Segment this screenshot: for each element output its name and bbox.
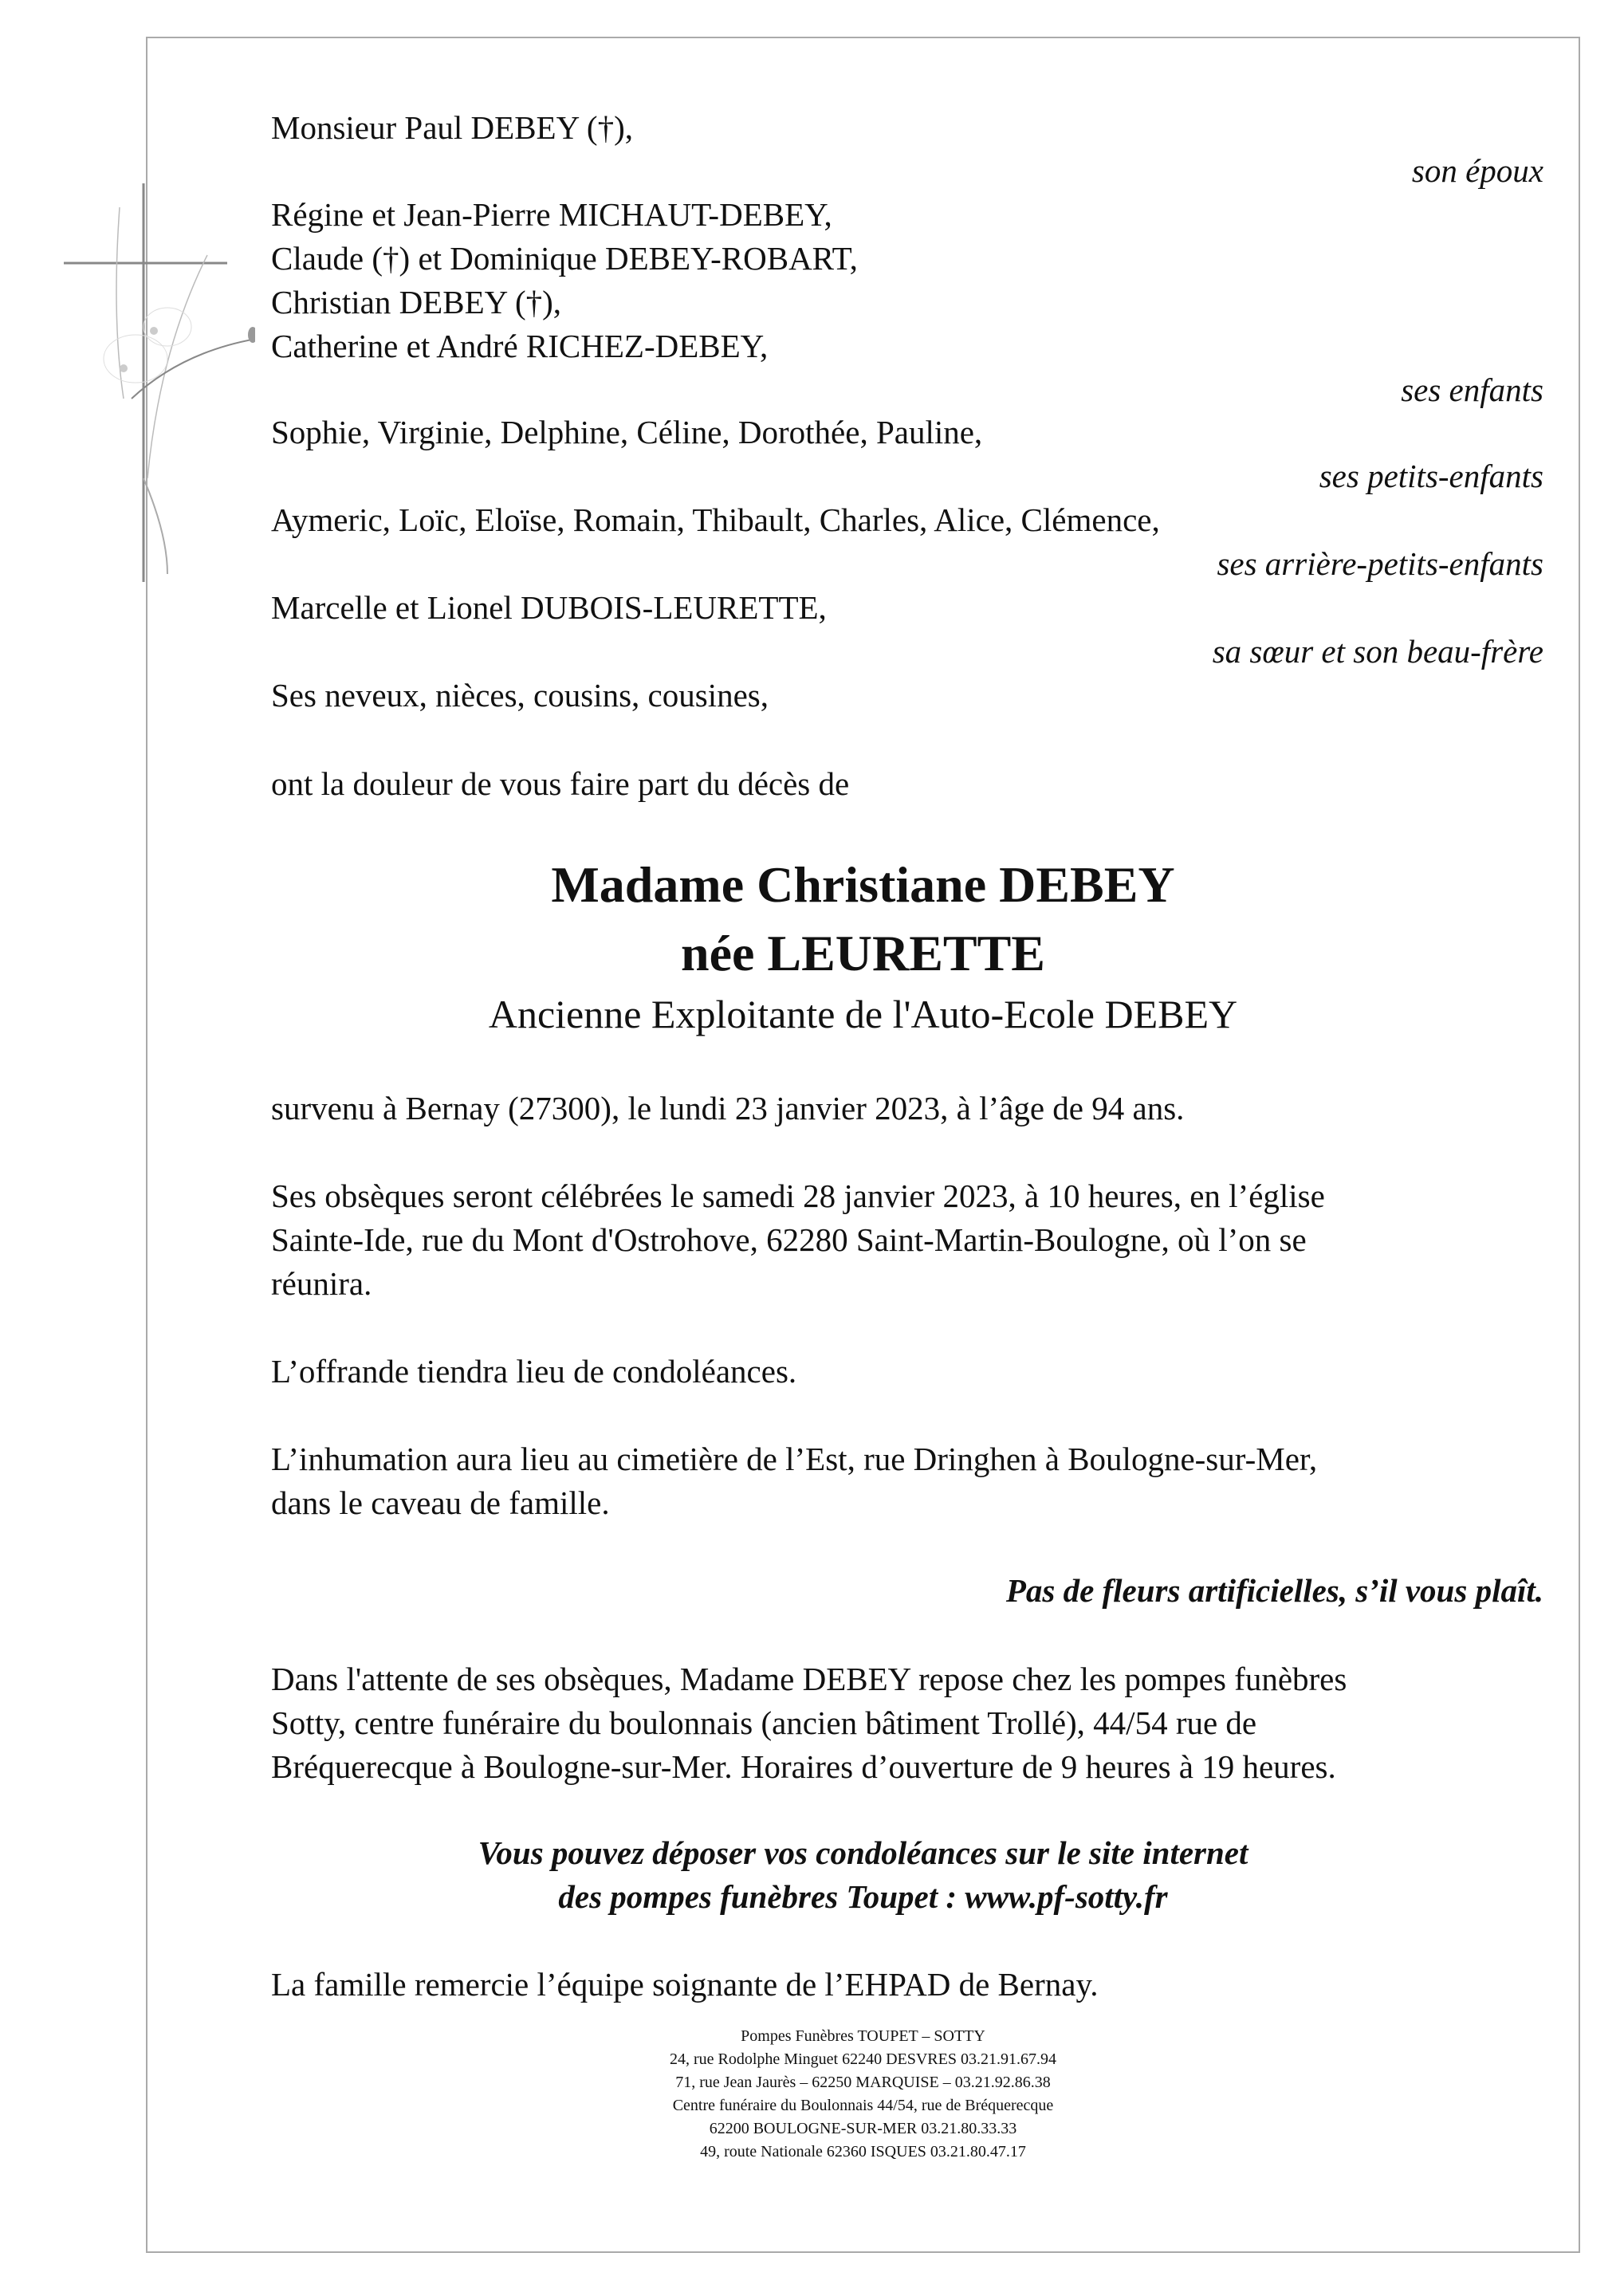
footer-line: Pompes Funèbres TOUPET – SOTTY — [741, 2027, 985, 2045]
cross-orchid-icon — [48, 159, 255, 606]
child-line: Régine et Jean-Pierre MICHAUT-DEBEY, — [271, 196, 832, 233]
burial-line: dans le caveau de famille. — [271, 1484, 610, 1521]
footer-line: Centre funéraire du Boulonnais 44/54, rue de Bréquerecque — [672, 2097, 1054, 2114]
deceased-name: Madame Christiane DEBEY — [551, 856, 1175, 913]
funeral-home-footer — [146, 2025, 1580, 2164]
footer-line: 62200 BOULOGNE-SUR-MER 03.21.80.33.33 — [709, 2120, 1017, 2137]
footer-line: 49, route Nationale 62360 ISQUES 03.21.80.47.17 — [700, 2143, 1026, 2160]
children-role: ses enfants — [1401, 372, 1543, 408]
announcement: ont la douleur de vous faire part du décès de — [271, 765, 850, 802]
rest-line: Dans l'attente de ses obsèques, Madame DEBEY repose chez les pompes funèbres — [271, 1661, 1347, 1697]
sibling-role: sa sœur et son beau-frère — [1212, 633, 1543, 670]
no-flowers-notice: Pas de fleurs artificielles, s’il vous plaît. — [1005, 1572, 1543, 1609]
footer-line: 71, rue Jean Jaurès – 62250 MARQUISE – 03.21.92.86.38 — [675, 2074, 1051, 2091]
footer-line: 24, rue Rodolphe Minguet 62240 DESVRES 03.21.91.67.94 — [670, 2050, 1056, 2068]
great-grandchildren-line: Aymeric, Loïc, Eloïse, Romain, Thibault, Charles, Alice, Clémence, — [271, 501, 1160, 538]
grandchildren-line: Sophie, Virginie, Delphine, Céline, Dorothée, Pauline, — [271, 414, 983, 450]
funeral-line: réunira. — [271, 1265, 372, 1302]
funeral-line: Sainte-Ide, rue du Mont d'Ostrohove, 62280 Saint-Martin-Boulogne, où l’on se — [271, 1221, 1307, 1258]
burial-line: L’inhumation aura lieu au cimetière de l’Est, rue Dringhen à Boulogne-sur-Mer, — [271, 1441, 1318, 1477]
sibling-line: Marcelle et Lionel DUBOIS-LEURETTE, — [271, 589, 827, 626]
child-line: Claude (†) et Dominique DEBEY-ROBART, — [271, 240, 858, 277]
funeral-line: Ses obsèques seront célébrées le samedi 28 janvier 2023, à 10 heures, en l’église — [271, 1177, 1325, 1214]
child-line: Catherine et André RICHEZ-DEBEY, — [271, 328, 769, 364]
grandchildren-role: ses petits-enfants — [1319, 458, 1543, 494]
death-details: survenu à Bernay (27300), le lundi 23 janvier 2023, à l’âge de 94 ans. — [271, 1090, 1185, 1126]
deceased-maiden-name: née LEURETTE — [681, 925, 1045, 981]
page-border — [146, 37, 1580, 2253]
great-grandchildren-role: ses arrière-petits-enfants — [1217, 545, 1543, 582]
thanks-line: La famille remercie l’équipe soignante de l’EHPAD de Bernay. — [271, 1966, 1099, 2003]
rest-line: Sotty, centre funéraire du boulonnais (ancien bâtiment Trollé), 44/54 rue de — [271, 1704, 1257, 1741]
spouse-line: Monsieur Paul DEBEY (†), — [271, 109, 633, 146]
offering-line: L’offrande tiendra lieu de condoléances. — [271, 1353, 797, 1390]
condolences-line: Vous pouvez déposer vos condoléances sur le site internet — [478, 1834, 1248, 1871]
others-line: Ses neveux, nièces, cousins, cousines, — [271, 677, 769, 714]
condolences-line: des pompes funèbres Toupet : www.pf-sotty.fr — [558, 1878, 1168, 1915]
deceased-title: Ancienne Exploitante de l'Auto-Ecole DEBEY — [488, 992, 1238, 1036]
spouse-role: son époux — [1411, 152, 1543, 189]
child-line: Christian DEBEY (†), — [271, 284, 562, 320]
rest-line: Bréquerecque à Boulogne-sur-Mer. Horaires d’ouverture de 9 heures à 19 heures. — [271, 1748, 1336, 1785]
